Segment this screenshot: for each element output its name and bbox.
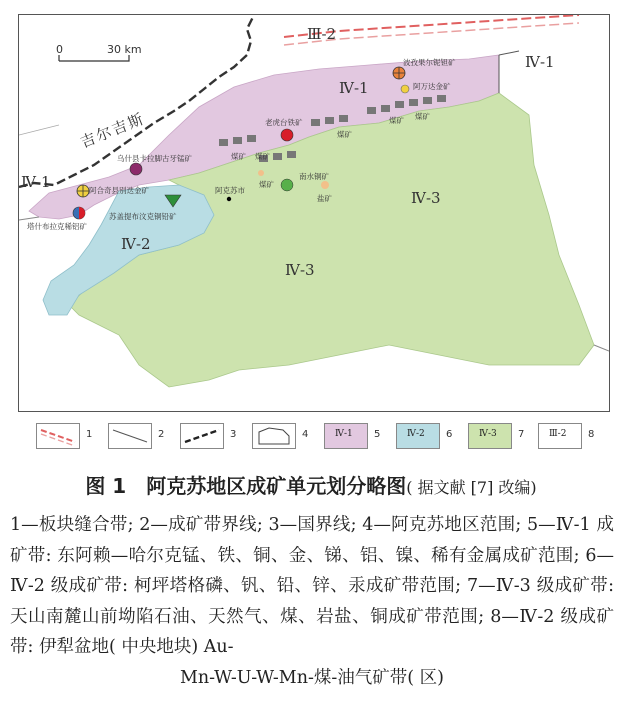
zone-label-iv1-right: Ⅳ-1 — [525, 53, 555, 71]
coal-marker — [233, 137, 242, 144]
legend-swatch-region — [252, 423, 296, 449]
coal-marker — [273, 153, 282, 160]
legend-swatch-iii2 — [538, 423, 582, 449]
place-coal: 煤矿 — [337, 130, 352, 139]
place-coal: 煤矿 — [231, 152, 246, 161]
figure-caption-title — [0, 470, 622, 499]
place-coal: 煤矿 — [259, 180, 274, 189]
map-frame — [18, 14, 610, 412]
zone-label-iv1-left: Ⅳ-1 — [21, 173, 51, 191]
legend-number: 3 — [230, 429, 237, 440]
coal-marker — [247, 135, 256, 142]
legend-number: 6 — [446, 429, 453, 440]
figure-caption-body — [10, 510, 614, 693]
legend-box-label: Ⅳ-1 — [335, 429, 353, 439]
caption-source: ( 据文献 [7] 改编) — [406, 478, 537, 497]
place-laohu: 老虎台铁矿 — [265, 118, 303, 127]
legend-number: 5 — [374, 429, 381, 440]
caption-last-line: Mn-W-U-W-Mn-煤-油气矿带( 区) — [179, 667, 445, 688]
zone-label-iv2: Ⅳ-2 — [121, 235, 151, 253]
legend-box-label: Ⅲ-2 — [549, 429, 567, 439]
legend-swatch-suture — [36, 423, 80, 449]
place-awanda: 阿万达金矿 — [413, 82, 451, 91]
caption-title-text: 图 1 阿克苏地区成矿单元划分略图 — [85, 474, 407, 498]
legend-swatch-iv1 — [324, 423, 368, 449]
zone-label-iv3-lower: Ⅳ-3 — [285, 261, 315, 279]
legend-swatch-iv3 — [468, 423, 512, 449]
nanqiu-copper-symbol — [281, 179, 293, 191]
wushi-mn-symbol — [130, 163, 142, 175]
place-bobo: 波孜果尔铌钽矿 — [403, 58, 456, 67]
legend-swatch-border — [180, 423, 224, 449]
scale-zero: 0 — [56, 43, 63, 56]
yellow-dot — [258, 170, 264, 176]
legend-number: 1 — [86, 429, 93, 440]
region-boundary — [499, 51, 519, 93]
place-aksu: 阿克苏市 — [215, 186, 245, 195]
belt-line — [19, 125, 59, 135]
coal-marker — [339, 115, 348, 122]
coal-marker — [395, 101, 404, 108]
awanda-gold-symbol — [401, 85, 409, 93]
place-kaila: 苏盖提布汶克铜铅矿 — [109, 212, 177, 221]
place-wushi: 乌什县卡拉脚古牙锰矿 — [117, 154, 192, 163]
aksu-city-symbol — [227, 197, 231, 201]
legend — [18, 417, 608, 457]
place-coal: 煤矿 — [389, 116, 404, 125]
zone-label-iv3-upper: Ⅳ-3 — [411, 189, 441, 207]
coal-marker — [437, 95, 446, 102]
scale-distance: 30 km — [107, 43, 142, 56]
coal-marker — [219, 139, 228, 146]
zone-label-iii-2: Ⅲ-2 — [307, 25, 337, 43]
place-heshui: 阿合奇县别迭金矿 — [89, 186, 149, 195]
laohu-iron-symbol — [281, 129, 293, 141]
coal-marker — [287, 151, 296, 158]
caption-body-text: 1—板块缝合带; 2—成矿带界线; 3—国界线; 4—阿克苏地区范围; 5—Ⅳ-1 成矿带: 东阿赖—哈尔克锰、铁、铜、金、锑、铝、镍、稀有金属成矿范围; 6—Ⅳ-2 级成矿带: 柯坪塔格磷、钒、铅、锌、汞成矿带范围; 7—Ⅳ-3 级成矿带: 天山南麓山前坳陷石油、天然气、煤、岩盐、铜成矿带范围; 8—Ⅳ-2 级成矿带: 伊犁盆地( 中央地块) Au- — [10, 515, 614, 657]
legend-number: 8 — [588, 429, 595, 440]
belt-line — [19, 217, 39, 220]
place-tuokuzi: 塔什布拉克稀铝矿 — [27, 222, 87, 231]
country-label: 吉尔吉斯 — [77, 109, 148, 152]
map-canvas — [19, 15, 609, 411]
coal-marker — [325, 117, 334, 124]
belt-line — [594, 345, 609, 351]
salt-mine-symbol — [321, 181, 329, 189]
coal-marker — [409, 99, 418, 106]
place-salt: 盐矿 — [317, 194, 332, 203]
legend-number: 2 — [158, 429, 165, 440]
place-nanqiu: 南水铜矿 — [299, 172, 329, 181]
legend-number: 4 — [302, 429, 309, 440]
coal-marker — [311, 119, 320, 126]
place-coal: 煤矿 — [255, 152, 270, 161]
coal-marker — [381, 105, 390, 112]
legend-swatch-iv2 — [396, 423, 440, 449]
legend-box-label: Ⅳ-3 — [479, 429, 497, 439]
coal-marker — [423, 97, 432, 104]
zone-label-iv1-center: Ⅳ-1 — [339, 79, 369, 97]
legend-box-label: Ⅳ-2 — [407, 429, 425, 439]
legend-number: 7 — [518, 429, 525, 440]
legend-swatch-belt — [108, 423, 152, 449]
coal-marker — [367, 107, 376, 114]
place-coal: 煤矿 — [415, 112, 430, 121]
